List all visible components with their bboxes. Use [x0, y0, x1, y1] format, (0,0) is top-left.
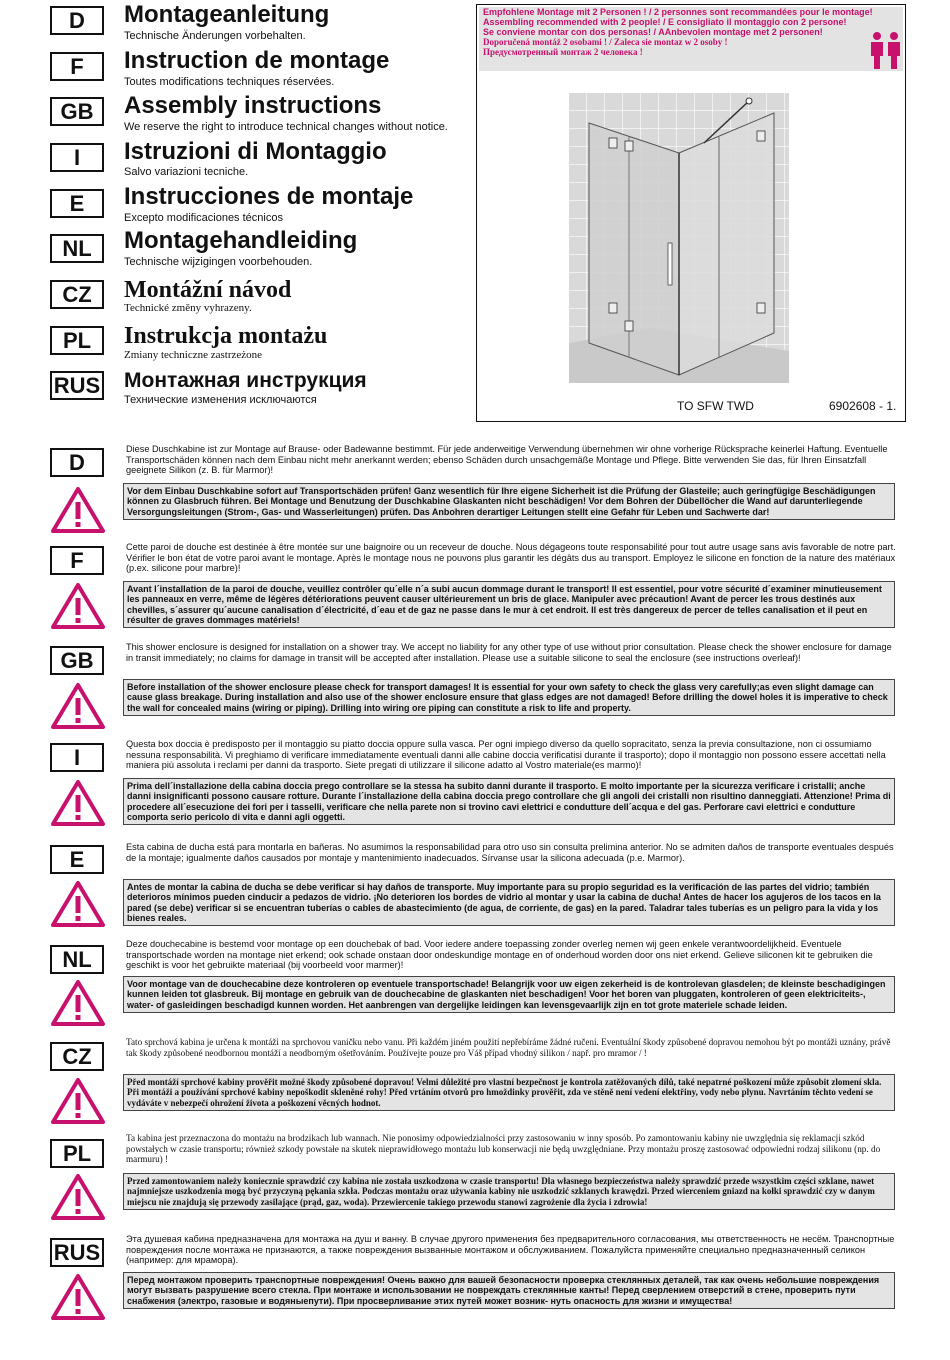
- section-warning-text: Before installation of the shower enclosure please check for transport damages! It is essential for your own safety to check the glass very carefully;as even slight damage can cause glass breakage. During installation and also use of the shower enclosure ensure that glass edges are not damaged! Before drilling the dowel holes it is imperative to check the wall for concealed mains (wiring or piping). Drilling into wiring ore piping can constitute a risk to life and property.: [127, 682, 888, 713]
- section-warning-pl: [123, 1173, 895, 1210]
- subtitle-e: Excepto modificaciones técnicos: [124, 212, 283, 224]
- section-warning-i: [123, 778, 895, 825]
- two-person-warning: [479, 7, 903, 71]
- title-rus: Монтажная инструкция: [124, 369, 367, 392]
- product-code: TO SFW TWD: [677, 399, 754, 413]
- title-e: Instrucciones de montaje: [124, 183, 414, 210]
- section-code-d: D: [50, 448, 104, 477]
- lang-code-e: E: [50, 189, 104, 218]
- two-person-line: Se conviene montar con dos personas! / AAnbevolen montage met 2 personen!: [483, 27, 823, 37]
- section-warning-text: Voor montage van de douchecabine deze kontroleren op eventuele transportschade! Belangrijk voor uw eigen zekerheid is de kontrolevan glasdelen; de kleinste beschadigingen kunnen leiden tot glasbreuk. Bij montage en gebruik van de douchecabine de glaskanten niet beschadigen! Voor het boren van pluggaten, kontroleren of geen elektriciteits-, water- of gasleidingen beschadigd kunnen worden. Het aanbrengen van dergelijke leidingen kan levensgevaarlijk zijn en tot grote materiele schade leiden.: [127, 979, 886, 1010]
- section-warning-text: Vor dem Einbau Duschkabine sofort auf Transportschäden prüfen! Ganz wesentlich für Ihre eigene Sicherheit ist die Prüfung der Glasteile; auch geringfügige Beschädigungen können zu Glasbruch führen. Bei Montage und Benutzung der Duschkabine Glaskanten nicht beschädigen! Vor dem Bohren der Dübellöcher die Wand auf darunterliegende Versorgungsleitungen (Strom-, Gas- und Wasserleitungen) prüfen. Das Anbohren derartiger Leitungen stellt eine Gefahr für Leben und Sachwerte dar!: [127, 486, 876, 517]
- lang-code-f: F: [50, 52, 104, 81]
- two-person-line: Empfohlene Montage mit 2 Personen ! / 2 personnes sont recommandées pour le montage!: [483, 7, 873, 17]
- title-pl: Instrukcja montażu: [124, 323, 328, 349]
- section-code-i: I: [50, 743, 104, 772]
- section-warning-e: [123, 879, 895, 926]
- section-code-pl: PL: [50, 1139, 104, 1168]
- subtitle-rus: Технические изменения исключаются: [124, 394, 317, 406]
- section-text-f: Cette paroi de douche est destinée à être montée sur une baignoire ou un receveur de douche. Nous dégageons toute responsabilité pour tout autre usage sans avis favorable de notre part. Vérifier le bon état de votre paroi avant le montage. Après le montage nous ne pouvons plus garantir les dégâts dus au transport. Employez le silicone en fonction de la nature des matériaux (p.ex. silicone pour marbre)!: [126, 542, 896, 574]
- warning-triangle-icon: [50, 880, 106, 928]
- section-code-cz: CZ: [50, 1042, 104, 1071]
- section-warning-gb: [123, 679, 895, 716]
- title-f: Instruction de montage: [124, 47, 390, 74]
- section-text-rus: Эта душевая кабина предназначена для монтажа на душ и ванну. В случае другого применения без предварительного согласования, мы ответственность не несём. Транспортные повреждения после монтажа не признаются, а также повреждения вызванные монтажом и обслуживанием. Пожалуйста применяйте специально предназначенный селикон (например: для мрамора).: [126, 1234, 895, 1266]
- lang-code-rus: RUS: [50, 371, 104, 400]
- section-warning-f: [123, 581, 895, 628]
- lang-code-d: D: [50, 6, 104, 35]
- section-code-e: E: [50, 845, 104, 874]
- lang-code-i: I: [50, 143, 104, 172]
- title-nl: Montagehandleiding: [124, 227, 358, 254]
- section-warning-cz: [123, 1074, 895, 1111]
- section-code-nl: NL: [50, 945, 104, 974]
- two-person-line: Assembling recommended with 2 people! / E consigliato il montaggio con 2 persone!: [483, 17, 847, 27]
- title-cz: Montážní návod: [124, 277, 292, 303]
- warning-triangle-icon: [50, 582, 106, 630]
- section-warning-text: Prima dell´installazione della cabina doccia prego controllare se la stessa ha subito danni durante il trasporto. E molto importante per la sicurezza verificare i cristalli; anche danni insignificanti possono causare rotture. Durante l´installazione della cabina doccia prego controllare che gli angoli dei cristalli non risultino danneggiati. Attenzione! Prima di procedere all´esecuzione dei fori per i tasselli, verificare che nella parete non si trovino cavi elettrici e condutture dell´acqua e del gas. Perforare cavi elettrici e condutture comporta serio pericolo di vita e danni agli oggetti.: [127, 781, 891, 822]
- section-text-gb: This shower enclosure is designed for installation on a shower tray. We accept no liability for any other type of use without prior consultation. Please check the shower enclosure for damage in transit immediately; no claims for damage in transit will be accepted after installation. Please use a suitable silicone to seal the enclosure (see instructions overleaf)!: [126, 642, 892, 663]
- title-gb: Assembly instructions: [124, 92, 382, 119]
- section-warning-text: Avant l´installation de la paroi de douche, veuillez contrôler qu´elle n´a subi aucun dommage durant le transport! Il est essentiel, pour votre sécurité d´examiner minutieusement les panneaux en verre, même de légères détériorations peuvent causer ultérieurement un bris de glace. Manipuler avec précaution! Avant de percer les trous destinés aux chevilles, s´assurer qu´aucune canalisation d´électricité, d´eau et de gaz ne passe dans le mur à cet endroit. Il est très dangereux de percer de telles canalisation et il peut en résulter de graves dommages matériels!: [127, 584, 882, 625]
- section-text-d: Diese Duschkabine ist zur Montage auf Brause- oder Badewanne bestimmt. Für jede anderweitige Verwendung übernehmen wir ohne vorherige Rücksprache keinerlei Haftung. Eventuelle Transportschäden können nach dem Einbau nicht mehr anerkannt werden; ebenso Schäden durch unsachgemäße Montage und Pflege. Bitte verwenden Sie das, für Ihren Einsatzfall geeignete Silikon (z. B. für Marmor)!: [126, 444, 888, 476]
- lang-code-cz: CZ: [50, 280, 104, 309]
- warning-triangle-icon: [50, 1273, 106, 1321]
- subtitle-nl: Technische wijzigingen voorbehouden.: [124, 256, 313, 268]
- two-person-line: Предусмотренный монтаж 2 человека !: [483, 47, 643, 57]
- section-warning-text: Перед монтажом проверить транспортные повреждения! Очень важно для вашей безопасности проверка стеклянных деталей, так как очень небольшие повреждения могут вызвать разрушение всего стекла. При монтаже и использовании не повреждать стеклянные канты! Перед сверлением отверстий в стене, проверить пути снабжения (электро, газовые и водяныепути). При просверливание этих путей может возник- нуть опасность для жизни и имущества!: [127, 1275, 880, 1306]
- lang-code-nl: NL: [50, 234, 104, 263]
- section-text-pl: Ta kabina jest przeznaczona do montażu na brodzikach lub wannach. Nie ponosimy odpowiedzialności przy zastosowaniu w inny sposób. Po zamontowaniu kabiny nie uwzględnia się reklamacji szkód powstałych w czasie transportu; również szkody powstałe na skutek nieprawidłowego montażu lub konserwacji nie będą uwzględniane. Przy montażu proszę zastosować odpowiedni rodzaj silikonu (np. do marmuru) !: [126, 1133, 881, 1165]
- subtitle-cz: Technické změny vyhrazeny.: [124, 302, 252, 314]
- title-i: Istruzioni di Montaggio: [124, 138, 387, 165]
- subtitle-f: Toutes modifications techniques réservées.: [124, 76, 335, 88]
- document-number: 6902608 - 1.: [829, 399, 897, 413]
- section-text-nl: Deze douchecabine is bestemd voor montage op een douchebak of bad. Voor iedere andere toepassing zonder overleg nemen wij geen enkele verantwoordelijkheid. Eventuele transportschade worden na montage niet erkend; ook schade onstaan door ondeskundige montage en of onderhoud worden door ons niet erkend. Gelieve siliconen kit te gebruiken die geschikt is voor het gebruikte materiaal (bij voorbeeld voor marmer)!: [126, 939, 873, 971]
- section-warning-nl: [123, 976, 895, 1013]
- subtitle-i: Salvo variazioni tecniche.: [124, 166, 249, 178]
- section-text-i: Questa box doccia è predisposto per il montaggio su piatto doccia oppure sulla vasca. Per ogni impiego diverso da quello sopracitato, senza la previa consultazione, non ci ossumiamo nessuna responsabilità. Vi preghiamo di verificare immediatamente eventuali danni alle cabine doccia verificatisi durante il trasporto); dopo il montaggio non possono essere accettati nella maniera più assoluta i reclami per danni da trasporto. Siete pregati di utilizzare il silicone adatto al Vostro materiale(es marmo)!: [126, 739, 886, 771]
- shower-enclosure-drawing: [569, 93, 789, 383]
- warning-triangle-icon: [50, 779, 106, 827]
- two-person-line: Doporučená montáž 2 osobami ! / Zaleca sie montaz w 2 osoby !: [483, 37, 728, 47]
- section-text-cz: Tato sprchová kabina je určena k montáži na sprchovou vaničku nebo vanu. Při každém jiném použití nepřebíráme žádné ručení. Eventuální škody způsobené dopravou nemohou být po montáži uznány, právě tak škody způsobené neodbornou montáží a neodborným ošetřováním. Používejte pouze pro Váš případ vhodný silikon / např. pro mramor / !: [126, 1037, 891, 1058]
- lang-code-gb: GB: [50, 97, 104, 126]
- section-code-gb: GB: [50, 646, 104, 675]
- section-code-rus: RUS: [50, 1238, 104, 1267]
- section-warning-text: Před montáží sprchové kabiny prověřit možné škody způsobené dopravou! Velmi důležité pro vlastní bezpečnost je kontrola zatěžovaných dílů, také nepatrné poškození může způsobit zlomení skla. Při montáži a používání sprchové kabiny nepoškodit skleněné rohy! Před vrtáním otvorů pro hmoždinky prověřit, zda ve stěně není vedení elektřiny, vody nebo plynu. Navrtáním těchto vedení se vydáváte v nebezpečí ohrožení života a poškození věcných hodnot.: [127, 1077, 882, 1108]
- warning-triangle-icon: [50, 682, 106, 730]
- section-warning-text: Przed zamontowaniem należy koniecznie sprawdzić czy kabina nie została uszkodzona w czasie transportu! Dla własnego bezpieczeństwa należy sprawdzić przede wszystkim części szklane, nawet najmniejsze uszkodzenia mogą być przyczyną pękania szkła. Podczas montażu oraz używania kabiny nie uszkodzić szklanych krawędzi. Przed wierceniem gniazd na kołki sprawdzić czy w danym miejscu nie znajdują się przewody zasilające (prąd, gaz, woda). Przewiercenie takiego przewodu stanowi zagrożenie dla życia i zdrowia!: [127, 1176, 875, 1207]
- subtitle-d: Technische Änderungen vorbehalten.: [124, 30, 306, 42]
- title-d: Montageanleitung: [124, 1, 330, 28]
- product-illustration-box: [476, 4, 906, 422]
- section-warning-rus: [123, 1272, 895, 1309]
- warning-triangle-icon: [50, 979, 106, 1027]
- warning-triangle-icon: [50, 1173, 106, 1221]
- subtitle-pl: Zmiany techniczne zastrzeżone: [124, 349, 263, 361]
- section-warning-text: Antes de montar la cabina de ducha se debe verificar si hay daños de transporte. Muy importante para su propio seguridad es la verificación de las partes del vidrio; también deterioros mínimos pueden cinducir a pedazos de vidrio. ¡No deterioren los bordes de vidrio al montar y usar la cabina de ducha! Antes de hacer los agujeros de los tacos en la pared (se debe) verificar si se encuentran tuberías o cables de abastecimiento (de agua, de corriente, de gas) en la pared. Taladrar tales tuberías es un peligro para la vida y los bienes reales.: [127, 882, 881, 923]
- warning-triangle-icon: [50, 486, 106, 534]
- section-warning-d: [123, 483, 895, 520]
- subtitle-gb: We reserve the right to introduce technical changes without notice.: [124, 121, 448, 133]
- section-code-f: F: [50, 546, 104, 575]
- two-persons-icon: [869, 31, 903, 71]
- warning-triangle-icon: [50, 1077, 106, 1125]
- section-text-e: Esta cabina de ducha está para montarla en bañeras. No asumimos la responsabilidad para otro uso sin consulta prelimina anterior. No se admiten daños de transporte eventuales después de la montaje; igualmente daños causados por montaje y mantenimiento inadecuados. Sírvanse usar la silicona adecuada (p.e. Marmor).: [126, 842, 894, 863]
- lang-code-pl: PL: [50, 326, 104, 355]
